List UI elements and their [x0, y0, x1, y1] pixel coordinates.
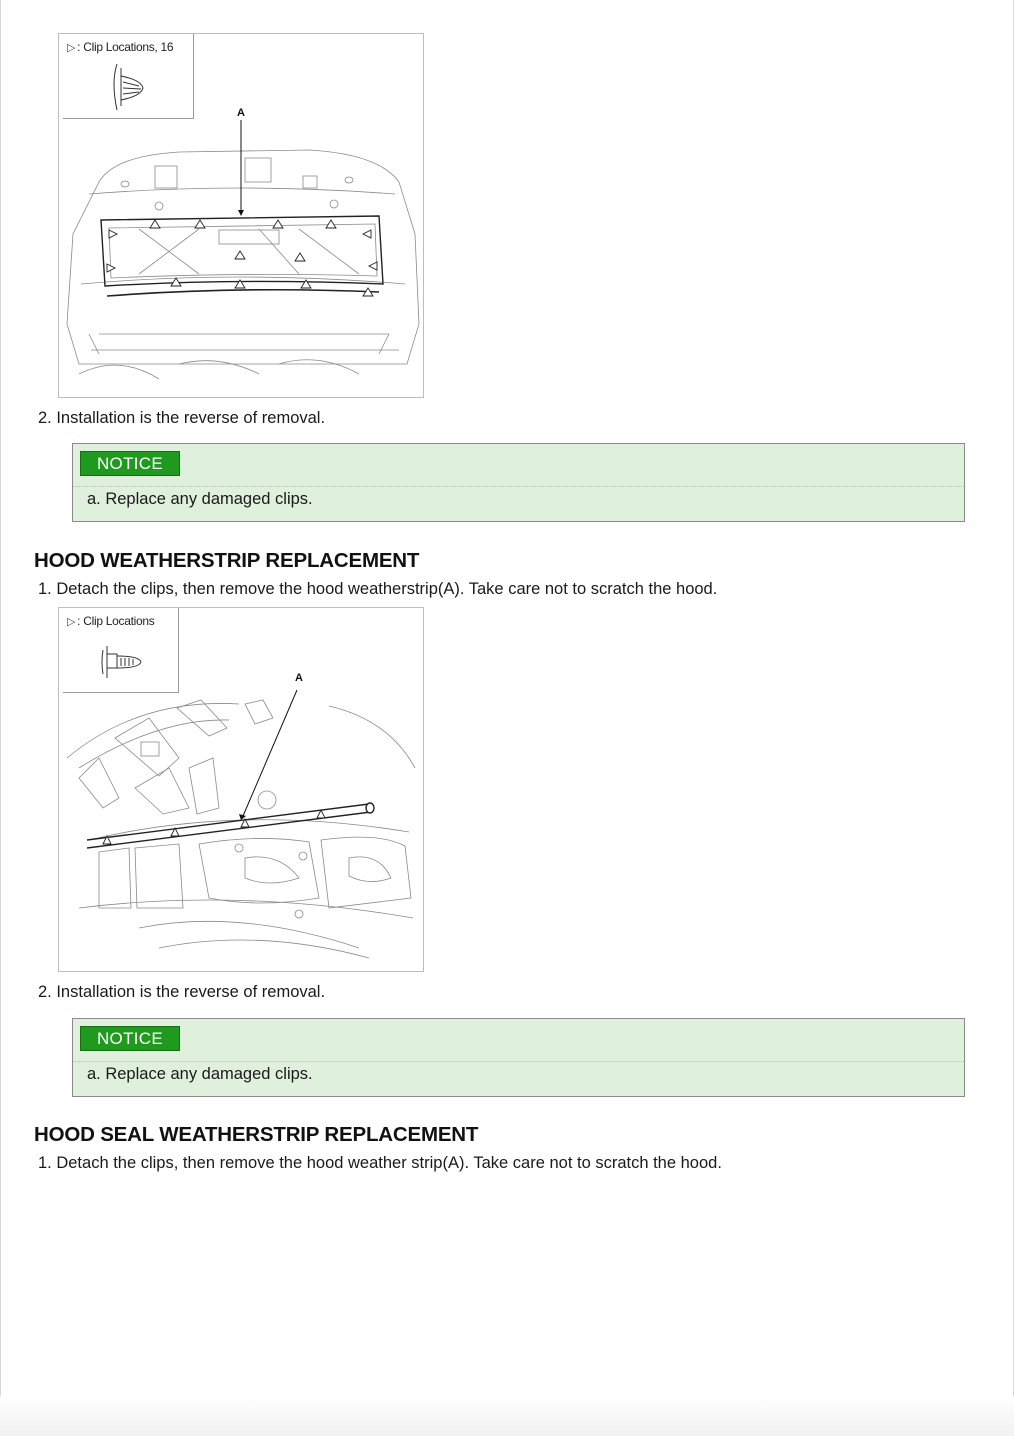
callout-label-a: A — [237, 107, 245, 119]
hood-insulator-figure — [58, 33, 424, 398]
clip-icon — [99, 642, 147, 682]
hood-weatherstrip-figure — [58, 607, 424, 972]
triangle-marker-icon: ▷ — [67, 616, 76, 628]
page-edge — [0, 0, 1, 1436]
step-1-text: 1. Detach the clips, then remove the hood weather strip(A). Take care not to scratch the hood. — [38, 1154, 722, 1172]
notice-divider — [73, 486, 964, 487]
notice-badge: NOTICE — [80, 1026, 180, 1051]
notice-text: a. Replace any damaged clips. — [87, 1065, 313, 1083]
clip-legend-text: : Clip Locations, 16 — [77, 40, 174, 54]
clip-legend-box — [63, 608, 179, 693]
clip-legend-box — [63, 34, 194, 119]
step-2-text: 2. Installation is the reverse of removal. — [38, 409, 326, 427]
triangle-marker-icon: ▷ — [67, 42, 76, 54]
clip-legend-text: : Clip Locations — [77, 614, 155, 628]
notice-box — [72, 1018, 965, 1097]
notice-divider — [73, 1061, 964, 1062]
clip-legend-label — [67, 614, 154, 628]
page-bottom-shade — [0, 1396, 1014, 1436]
section-heading-hood-seal-weatherstrip: HOOD SEAL WEATHERSTRIP REPLACEMENT — [34, 1123, 479, 1146]
section-heading-hood-weatherstrip: HOOD WEATHERSTRIP REPLACEMENT — [34, 549, 420, 572]
notice-box — [72, 443, 965, 522]
step-1-text: 1. Detach the clips, then remove the hood weatherstrip(A). Take care not to scratch the hood. — [38, 580, 718, 598]
callout-label-a: A — [295, 672, 303, 684]
clip-legend-label — [67, 40, 173, 54]
notice-badge: NOTICE — [80, 451, 180, 476]
clip-icon — [107, 62, 147, 112]
step-2-text: 2. Installation is the reverse of removal. — [38, 983, 326, 1001]
notice-text: a. Replace any damaged clips. — [87, 490, 313, 508]
